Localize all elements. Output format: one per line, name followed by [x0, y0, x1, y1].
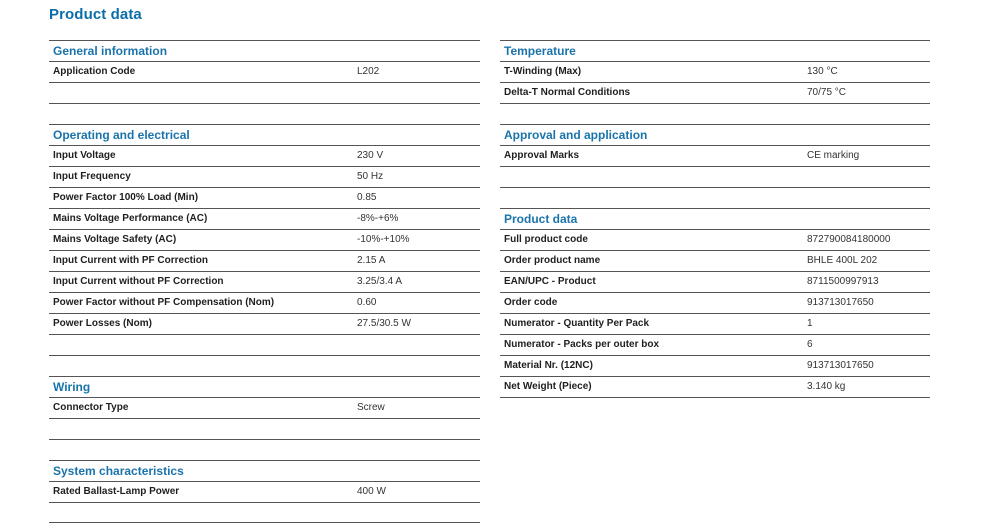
row-label: Order product name: [504, 255, 601, 266]
row-label: Numerator - Packs per outer box: [504, 339, 660, 350]
row-value: -8%-+6%: [357, 213, 399, 224]
right-column: [500, 40, 930, 398]
table-row: [49, 62, 480, 83]
table-row: [49, 230, 480, 251]
table-row: [49, 398, 480, 419]
row-value: 872790084180000: [807, 234, 891, 245]
table-row: [500, 293, 930, 314]
page-title: Product data: [49, 6, 142, 23]
section-heading: System characteristics: [49, 460, 480, 482]
table-row: [500, 230, 930, 251]
row-value: 913713017650: [807, 360, 874, 371]
section-system-characteristics: [49, 460, 480, 523]
left-column: [49, 40, 480, 523]
table-row: [49, 251, 480, 272]
row-value: 400 W: [357, 486, 386, 497]
row-value: 6: [807, 339, 813, 350]
row-label: Delta-T Normal Conditions: [504, 87, 631, 98]
row-value: 27.5/30.5 W: [357, 318, 411, 329]
row-label: Mains Voltage Safety (AC): [53, 234, 177, 245]
row-value: BHLE 400L 202: [807, 255, 878, 266]
row-label: Application Code: [53, 66, 136, 77]
row-label: Input Current with PF Correction: [53, 255, 208, 266]
row-label: Approval Marks: [504, 150, 580, 161]
table-row: [500, 62, 930, 83]
section-operating-electrical: [49, 124, 480, 356]
empty-row: [49, 419, 480, 440]
table-row: [49, 293, 480, 314]
row-value: 2.15 A: [357, 255, 386, 266]
empty-row: [49, 335, 480, 356]
table-row: [500, 83, 930, 104]
table-row: [500, 272, 930, 293]
row-value: L202: [357, 66, 380, 77]
section-heading: Product data: [500, 208, 930, 230]
row-value: Screw: [357, 402, 385, 413]
row-label: Input Frequency: [53, 171, 131, 182]
row-value: CE marking: [807, 150, 860, 161]
table-row: [49, 209, 480, 230]
row-value: 70/75 °C: [807, 87, 847, 98]
row-label: Power Factor 100% Load (Min): [53, 192, 199, 203]
section-product-data: [500, 208, 930, 398]
row-label: T-Winding (Max): [504, 66, 582, 77]
table-row: [49, 482, 480, 503]
row-value: 50 Hz: [357, 171, 384, 182]
section-general-information: [49, 40, 480, 104]
row-value: 3.140 kg: [807, 381, 846, 392]
row-label: Power Factor without PF Compensation (Nom): [53, 297, 275, 308]
row-label: Input Current without PF Correction: [53, 276, 224, 287]
row-label: EAN/UPC - Product: [504, 276, 596, 287]
table-row: [49, 146, 480, 167]
table-row: [500, 314, 930, 335]
table-row: [49, 272, 480, 293]
section-temperature: [500, 40, 930, 104]
row-value: 3.25/3.4 A: [357, 276, 403, 287]
table-row: [500, 356, 930, 377]
row-label: Rated Ballast-Lamp Power: [53, 486, 180, 497]
row-value: 1: [807, 318, 813, 329]
row-value: 130 °C: [807, 66, 838, 77]
table-row: [500, 146, 930, 167]
row-label: Power Losses (Nom): [53, 318, 152, 329]
table-row: [49, 188, 480, 209]
row-value: 0.85: [357, 192, 377, 203]
table-row: [500, 377, 930, 398]
section-heading: Wiring: [49, 376, 480, 398]
section-approval-application: [500, 124, 930, 188]
row-label: Material Nr. (12NC): [504, 360, 593, 371]
row-label: Order code: [504, 297, 558, 308]
section-heading: Approval and application: [500, 124, 930, 146]
section-wiring: [49, 376, 480, 440]
table-row: [49, 167, 480, 188]
section-heading: Temperature: [500, 40, 930, 62]
table-row: [49, 314, 480, 335]
row-value: 230 V: [357, 150, 384, 161]
row-label: Numerator - Quantity Per Pack: [504, 318, 650, 329]
row-label: Connector Type: [53, 402, 129, 413]
section-heading: Operating and electrical: [49, 124, 480, 146]
row-label: Net Weight (Piece): [504, 381, 592, 392]
row-label: Mains Voltage Performance (AC): [53, 213, 208, 224]
section-heading: General information: [49, 40, 480, 62]
row-value: 913713017650: [807, 297, 874, 308]
empty-row: [49, 83, 480, 104]
row-value: 0.60: [357, 297, 377, 308]
row-label: Full product code: [504, 234, 588, 245]
empty-row: [500, 167, 930, 188]
table-row: [500, 335, 930, 356]
row-label: Input Voltage: [53, 150, 116, 161]
row-value: -10%-+10%: [357, 234, 410, 245]
row-value: 8711500997913: [807, 276, 879, 287]
table-row: [500, 251, 930, 272]
